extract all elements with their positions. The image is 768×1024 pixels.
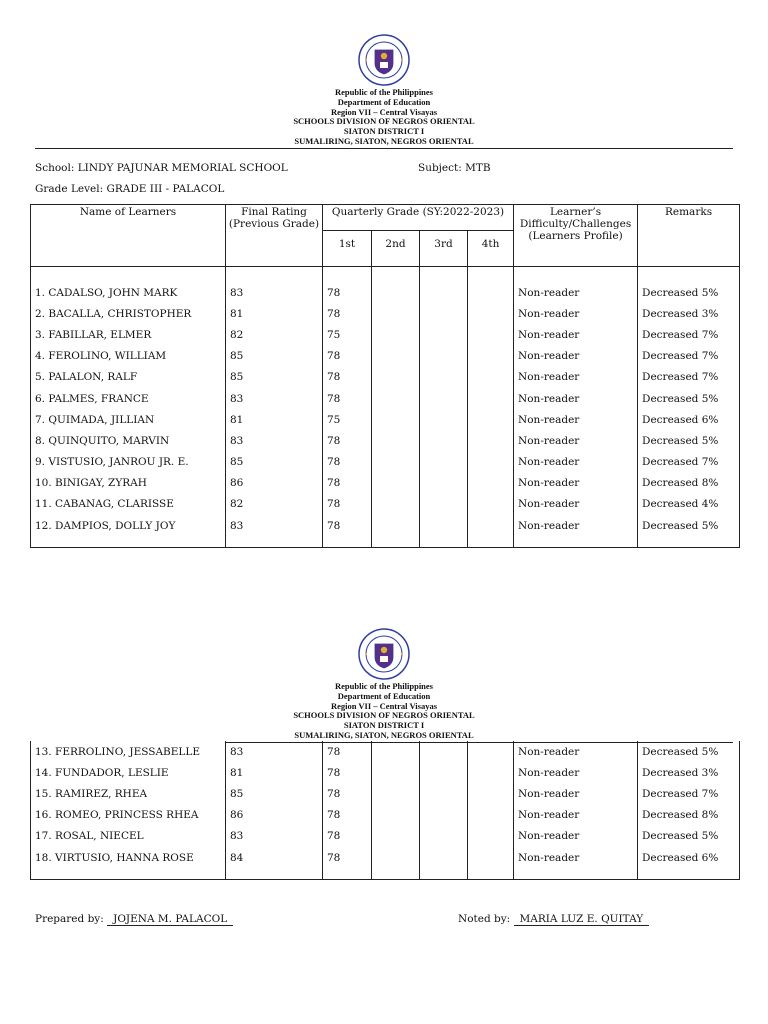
q2-grade-cell (372, 805, 420, 826)
q2-grade-cell (372, 346, 420, 367)
prepared-by (35, 913, 233, 926)
table-row (31, 430, 740, 451)
q3-grade-cell (420, 762, 468, 783)
col-header-q3: 3rd (420, 230, 468, 266)
remarks-cell: Decreased 7% (638, 367, 740, 388)
q2-grade-cell (372, 741, 420, 762)
remarks-cell: Decreased 3% (638, 762, 740, 783)
end-cell (372, 536, 420, 548)
q1-grade-cell: 78 (323, 494, 372, 515)
q4-grade-cell (468, 324, 514, 345)
end-cell (420, 536, 468, 548)
table-row (31, 452, 740, 473)
learners-table-continued (30, 741, 740, 880)
end-cell (323, 536, 372, 548)
letterhead (0, 88, 768, 147)
q3-grade-cell (420, 452, 468, 473)
table-row (31, 346, 740, 367)
table-row (31, 473, 740, 494)
final-rating-cell: 85 (226, 346, 323, 367)
q4-grade-cell (468, 430, 514, 451)
grade-level-label: Grade Level: GRADE III - PALACOL (35, 183, 225, 195)
q3-grade-cell (420, 847, 468, 868)
end-cell (468, 536, 514, 548)
end-cell (372, 868, 420, 880)
learner-name-cell: 18. VIRTUSIO, HANNA ROSE (31, 847, 226, 868)
remarks-cell: Decreased 5% (638, 388, 740, 409)
end-cell (226, 868, 323, 880)
difficulty-cell: Non-reader (514, 324, 638, 345)
final-rating-cell: 83 (226, 282, 323, 303)
table-body-page2 (31, 741, 740, 880)
remarks-cell: Decreased 5% (638, 741, 740, 762)
q1-grade-cell: 78 (323, 452, 372, 473)
q4-grade-cell (468, 494, 514, 515)
letterhead-line: SCHOOLS DIVISION OF NEGROS ORIENTAL (293, 116, 475, 127)
table-row (31, 303, 740, 324)
spacer-cell (514, 267, 638, 283)
q1-grade-cell: 78 (323, 388, 372, 409)
final-rating-cell: 83 (226, 826, 323, 847)
table-row (31, 515, 740, 536)
end-cell (31, 536, 226, 548)
difficulty-cell: Non-reader (514, 515, 638, 536)
q1-grade-cell: 78 (323, 473, 372, 494)
q3-grade-cell (420, 388, 468, 409)
learner-name-cell: 17. ROSAL, NIECEL (31, 826, 226, 847)
q4-grade-cell (468, 473, 514, 494)
q1-grade-cell: 78 (323, 826, 372, 847)
q3-grade-cell (420, 494, 468, 515)
learner-name-cell: 6. PALMES, FRANCE (31, 388, 226, 409)
q3-grade-cell (420, 805, 468, 826)
difficulty-cell: Non-reader (514, 762, 638, 783)
q2-grade-cell (372, 303, 420, 324)
table-row (31, 409, 740, 430)
remarks-cell: Decreased 7% (638, 324, 740, 345)
difficulty-cell: Non-reader (514, 741, 638, 762)
q1-grade-cell: 78 (323, 847, 372, 868)
remarks-cell: Decreased 5% (638, 515, 740, 536)
remarks-cell: Decreased 6% (638, 409, 740, 430)
q2-grade-cell (372, 515, 420, 536)
end-cell (514, 536, 638, 548)
difficulty-cell: Non-reader (514, 826, 638, 847)
q1-grade-cell: 78 (323, 430, 372, 451)
learner-name-cell: 4. FEROLINO, WILLIAM (31, 346, 226, 367)
col-header-final-rating: Final Rating (Previous Grade) (226, 205, 323, 267)
learner-name-cell: 15. RAMIREZ, RHEA (31, 783, 226, 804)
q2-grade-cell (372, 367, 420, 388)
q1-grade-cell: 75 (323, 409, 372, 430)
remarks-cell: Decreased 7% (638, 346, 740, 367)
col-header-q1: 1st (323, 230, 372, 266)
q3-grade-cell (420, 282, 468, 303)
q4-grade-cell (468, 282, 514, 303)
remarks-cell: Decreased 5% (638, 826, 740, 847)
learner-name-cell: 12. DAMPIOS, DOLLY JOY (31, 515, 226, 536)
letterhead-line: Republic of the Philippines (334, 681, 433, 691)
q2-grade-cell (372, 826, 420, 847)
letterhead-line: SIATON DISTRICT I (343, 720, 425, 731)
col-header-name: Name of Learners (31, 205, 226, 267)
final-rating-cell: 82 (226, 494, 323, 515)
table-row (31, 494, 740, 515)
noted-by (458, 913, 649, 926)
learner-name-cell: 7. QUIMADA, JILLIAN (31, 409, 226, 430)
end-cell (226, 536, 323, 548)
difficulty-cell: Non-reader (514, 303, 638, 324)
q4-grade-cell (468, 847, 514, 868)
table-row (31, 282, 740, 303)
q2-grade-cell (372, 430, 420, 451)
spacer-cell (323, 267, 372, 283)
table-row (31, 324, 740, 345)
q1-grade-cell: 78 (323, 741, 372, 762)
col-header-q2: 2nd (372, 230, 420, 266)
final-rating-cell: 82 (226, 324, 323, 345)
spacer-cell (31, 267, 226, 283)
q3-grade-cell (420, 367, 468, 388)
end-cell (420, 868, 468, 880)
table-row (31, 762, 740, 783)
difficulty-cell: Non-reader (514, 367, 638, 388)
letterhead-line: SIATON DISTRICT I (343, 126, 425, 137)
learner-name-cell: 2. BACALLA, CHRISTOPHER (31, 303, 226, 324)
q4-grade-cell (468, 388, 514, 409)
difficulty-cell: Non-reader (514, 409, 638, 430)
q1-grade-cell: 78 (323, 367, 372, 388)
remarks-cell: Decreased 7% (638, 452, 740, 473)
letterhead-line: Region VII – Central Visayas (330, 700, 438, 711)
q4-grade-cell (468, 783, 514, 804)
learner-name-cell: 10. BINIGAY, ZYRAH (31, 473, 226, 494)
learner-name-cell: 11. CABANAG, CLARISSE (31, 494, 226, 515)
q4-grade-cell (468, 303, 514, 324)
letterhead-line: SUMALIRING, SIATON, NEGROS ORIENTAL (294, 729, 474, 740)
noted-by-name: MARIA LUZ E. QUITAY (514, 913, 650, 926)
table-row (31, 741, 740, 762)
q2-grade-cell (372, 847, 420, 868)
col-header-quarterly: Quarterly Grade (SY:2022-2023) (323, 205, 514, 231)
difficulty-cell: Non-reader (514, 430, 638, 451)
prepared-by-label: Prepared by: (35, 913, 104, 925)
header-rule (225, 742, 733, 743)
col-header-q4: 4th (468, 230, 514, 266)
final-rating-cell: 81 (226, 409, 323, 430)
q3-grade-cell (420, 473, 468, 494)
q2-grade-cell (372, 762, 420, 783)
final-rating-cell: 84 (226, 847, 323, 868)
letterhead (0, 682, 768, 741)
end-cell (323, 868, 372, 880)
q1-grade-cell: 75 (323, 324, 372, 345)
learner-name-cell: 8. QUINQUITO, MARVIN (31, 430, 226, 451)
spacer-cell (372, 267, 420, 283)
q2-grade-cell (372, 783, 420, 804)
remarks-cell: Decreased 3% (638, 303, 740, 324)
q4-grade-cell (468, 826, 514, 847)
q3-grade-cell (420, 324, 468, 345)
table-row (31, 826, 740, 847)
end-cell (31, 868, 226, 880)
q1-grade-cell: 78 (323, 346, 372, 367)
final-rating-cell: 83 (226, 430, 323, 451)
letterhead-line: Region VII – Central Visayas (330, 106, 438, 117)
spacer-cell (420, 267, 468, 283)
learner-name-cell: 14. FUNDADOR, LESLIE (31, 762, 226, 783)
q2-grade-cell (372, 409, 420, 430)
q4-grade-cell (468, 346, 514, 367)
q3-grade-cell (420, 430, 468, 451)
q2-grade-cell (372, 452, 420, 473)
final-rating-cell: 83 (226, 741, 323, 762)
difficulty-cell: Non-reader (514, 452, 638, 473)
final-rating-cell: 86 (226, 473, 323, 494)
table-row (31, 388, 740, 409)
remarks-cell: Decreased 8% (638, 805, 740, 826)
q2-grade-cell (372, 324, 420, 345)
letterhead-line: Department of Education (337, 690, 431, 701)
q4-grade-cell (468, 515, 514, 536)
end-cell (468, 868, 514, 880)
q4-grade-cell (468, 762, 514, 783)
difficulty-cell: Non-reader (514, 388, 638, 409)
prepared-by-name: JOJENA M. PALACOL (107, 913, 233, 926)
end-cell (514, 868, 638, 880)
q1-grade-cell: 78 (323, 282, 372, 303)
col-header-difficulty: Learner’s Difficulty/Challenges (Learners Profile) (514, 205, 638, 267)
header-rule (35, 148, 733, 149)
q1-grade-cell: 78 (323, 783, 372, 804)
final-rating-cell: 85 (226, 452, 323, 473)
final-rating-cell: 83 (226, 388, 323, 409)
difficulty-cell: Non-reader (514, 346, 638, 367)
remarks-cell: Decreased 6% (638, 847, 740, 868)
letterhead-line: Department of Education (337, 96, 431, 107)
end-cell (638, 868, 740, 880)
q1-grade-cell: 78 (323, 805, 372, 826)
col-header-remarks: Remarks (638, 205, 740, 267)
q3-grade-cell (420, 346, 468, 367)
remarks-cell: Decreased 4% (638, 494, 740, 515)
deped-seal (358, 628, 410, 680)
spacer-cell (638, 267, 740, 283)
remarks-cell: Decreased 5% (638, 430, 740, 451)
deped-seal (358, 34, 410, 86)
spacer-cell (226, 267, 323, 283)
remarks-cell: Decreased 7% (638, 783, 740, 804)
table-row (31, 805, 740, 826)
learners-table (30, 204, 740, 548)
table-row (31, 783, 740, 804)
difficulty-cell: Non-reader (514, 473, 638, 494)
final-rating-cell: 85 (226, 783, 323, 804)
remarks-cell: Decreased 5% (638, 282, 740, 303)
table-row (31, 847, 740, 868)
learner-name-cell: 16. ROMEO, PRINCESS RHEA (31, 805, 226, 826)
spacer-cell (468, 267, 514, 283)
q4-grade-cell (468, 409, 514, 430)
learner-name-cell: 9. VISTUSIO, JANROU JR. E. (31, 452, 226, 473)
difficulty-cell: Non-reader (514, 805, 638, 826)
q4-grade-cell (468, 367, 514, 388)
letterhead-line: SUMALIRING, SIATON, NEGROS ORIENTAL (294, 135, 474, 146)
learner-name-cell: 5. PALALON, RALF (31, 367, 226, 388)
difficulty-cell: Non-reader (514, 494, 638, 515)
final-rating-cell: 85 (226, 367, 323, 388)
final-rating-cell: 81 (226, 762, 323, 783)
q3-grade-cell (420, 303, 468, 324)
final-rating-cell: 86 (226, 805, 323, 826)
difficulty-cell: Non-reader (514, 783, 638, 804)
q1-grade-cell: 78 (323, 762, 372, 783)
subject-label: Subject: MTB (418, 162, 491, 174)
q2-grade-cell (372, 388, 420, 409)
remarks-cell: Decreased 8% (638, 473, 740, 494)
table-row (31, 367, 740, 388)
final-rating-cell: 81 (226, 303, 323, 324)
learner-name-cell: 1. CADALSO, JOHN MARK (31, 282, 226, 303)
q2-grade-cell (372, 282, 420, 303)
letterhead-line: SCHOOLS DIVISION OF NEGROS ORIENTAL (293, 710, 475, 721)
school-label: School: LINDY PAJUNAR MEMORIAL SCHOOL (35, 162, 288, 174)
final-rating-cell: 83 (226, 515, 323, 536)
q3-grade-cell (420, 826, 468, 847)
letterhead-line: Republic of the Philippines (334, 87, 433, 97)
q1-grade-cell: 78 (323, 303, 372, 324)
learner-name-cell: 3. FABILLAR, ELMER (31, 324, 226, 345)
difficulty-cell: Non-reader (514, 282, 638, 303)
table-body-page1 (31, 267, 740, 548)
q3-grade-cell (420, 783, 468, 804)
q2-grade-cell (372, 473, 420, 494)
difficulty-cell: Non-reader (514, 847, 638, 868)
q1-grade-cell: 78 (323, 515, 372, 536)
noted-by-label: Noted by: (458, 913, 511, 925)
q3-grade-cell (420, 515, 468, 536)
q3-grade-cell (420, 409, 468, 430)
end-cell (638, 536, 740, 548)
q4-grade-cell (468, 741, 514, 762)
q4-grade-cell (468, 452, 514, 473)
q2-grade-cell (372, 494, 420, 515)
learner-name-cell: 13. FERROLINO, JESSABELLE (31, 741, 226, 762)
q4-grade-cell (468, 805, 514, 826)
q3-grade-cell (420, 741, 468, 762)
